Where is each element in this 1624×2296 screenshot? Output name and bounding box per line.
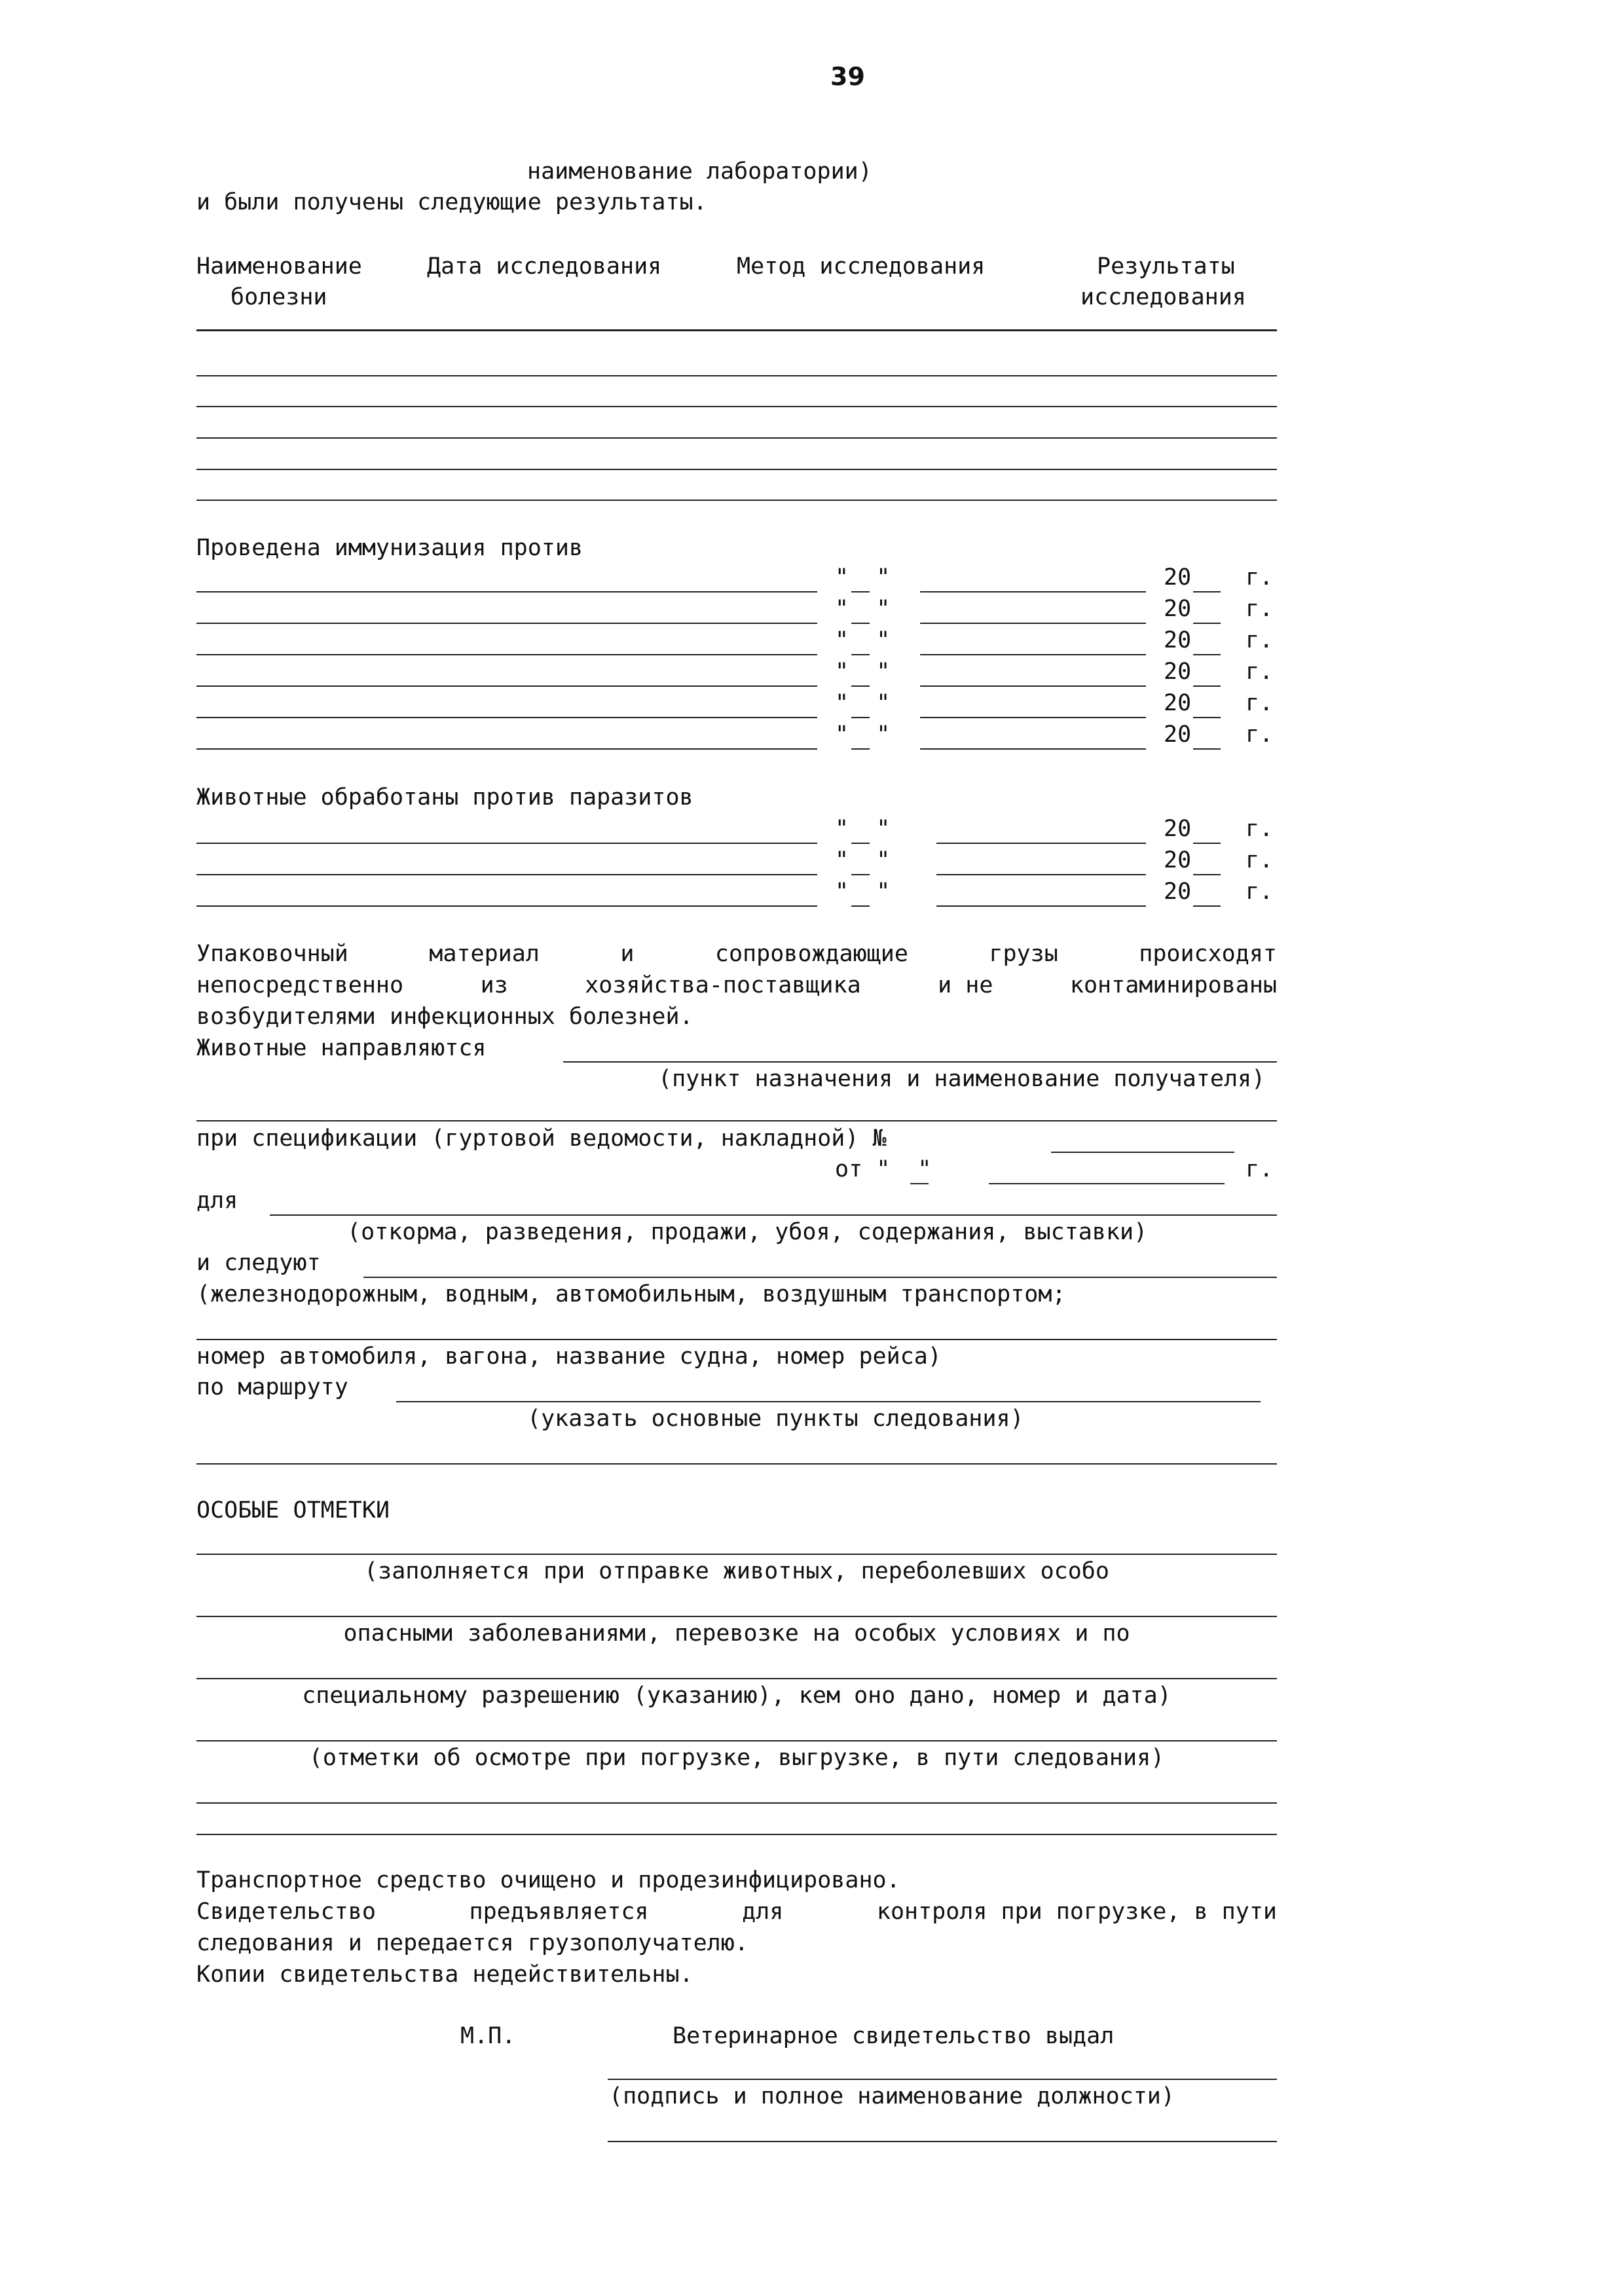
packaging-word: хозяйства-поставщика bbox=[585, 972, 861, 998]
table-header-disease: Наименование bbox=[196, 253, 362, 280]
immunization-year-suffix: г. bbox=[1246, 721, 1274, 748]
parasites-agent-line[interactable] bbox=[196, 874, 817, 875]
issued-by-label: Ветеринарное свидетельство выдал bbox=[673, 2023, 1115, 2049]
transport-vehicle-line[interactable] bbox=[196, 1339, 1277, 1340]
parasites-date-quote: " " bbox=[835, 847, 891, 873]
closing-word: Свидетельство bbox=[196, 1899, 376, 1925]
packaging-word: и не bbox=[938, 972, 993, 998]
immunization-month-line[interactable] bbox=[920, 748, 1146, 750]
parasites-year-suffix: г. bbox=[1246, 847, 1274, 873]
transport-caption-2: номер автомобиля, вагона, название судна, номер рейса) bbox=[196, 1343, 942, 1370]
special-marks-line[interactable] bbox=[196, 1834, 1277, 1835]
special-marks-line[interactable] bbox=[196, 1678, 1277, 1679]
immunization-date-quote: " " bbox=[835, 564, 891, 591]
destination-line[interactable] bbox=[563, 1061, 1277, 1063]
parasites-month-line[interactable] bbox=[936, 843, 1146, 844]
closing-word: контроля при погрузке, в пути bbox=[876, 1899, 1277, 1925]
table-row-line[interactable] bbox=[196, 469, 1277, 470]
immunization-year-prefix: 20 bbox=[1164, 596, 1192, 622]
parasites-date-quote: " " bbox=[835, 816, 891, 842]
table-row-line[interactable] bbox=[196, 375, 1277, 376]
results-intro: и были получены следующие результаты. bbox=[196, 189, 707, 215]
parasites-agent-line[interactable] bbox=[196, 905, 817, 907]
parasites-day-line[interactable] bbox=[851, 843, 870, 844]
purpose-line[interactable] bbox=[270, 1214, 1277, 1216]
immunization-year-line[interactable] bbox=[1193, 717, 1221, 718]
table-header-method: Метод исследования bbox=[737, 253, 986, 280]
transport-caption-1: (железнодорожным, водным, автомобильным, воздушным транспортом; bbox=[196, 1281, 1066, 1307]
immunization-disease-line[interactable] bbox=[196, 591, 817, 592]
route-line[interactable] bbox=[396, 1401, 1261, 1402]
parasites-day-line[interactable] bbox=[851, 905, 870, 907]
signature-caption: (подпись и полное наименование должности) bbox=[609, 2083, 1175, 2109]
specification-date-line[interactable] bbox=[989, 1183, 1225, 1184]
purpose-caption: (откорма, разведения, продажи, убоя, содержания, выставки) bbox=[347, 1219, 1148, 1245]
immunization-date-quote: " " bbox=[835, 690, 891, 716]
immunization-day-line[interactable] bbox=[851, 748, 870, 750]
table-header-rule bbox=[196, 329, 1277, 331]
immunization-disease-line[interactable] bbox=[196, 654, 817, 655]
immunization-month-line[interactable] bbox=[920, 623, 1146, 624]
destination-label: Животные направляются bbox=[196, 1035, 487, 1061]
packaging-word: материал bbox=[429, 941, 540, 967]
immunization-day-line[interactable] bbox=[851, 717, 870, 718]
special-marks-caption-3: специальному разрешению (указанию), кем оно дано, номер и дата) bbox=[302, 1683, 1172, 1709]
closing-word: для bbox=[742, 1899, 784, 1925]
immunization-disease-line[interactable] bbox=[196, 623, 817, 624]
immunization-day-line[interactable] bbox=[851, 591, 870, 592]
table-header-results: Результаты bbox=[1097, 253, 1235, 280]
parasites-month-line[interactable] bbox=[936, 905, 1146, 907]
page-number: 39 bbox=[830, 62, 865, 91]
immunization-year-prefix: 20 bbox=[1164, 721, 1192, 748]
packaging-word: Упаковочный bbox=[196, 941, 348, 967]
specification-label: при спецификации (гуртовой ведомости, накладной) № bbox=[196, 1125, 887, 1152]
stamp-label: М.П. bbox=[460, 2023, 516, 2049]
specification-from: от " " bbox=[835, 1156, 932, 1182]
lab-caption: наименование лаборатории) bbox=[527, 158, 872, 185]
special-marks-line[interactable] bbox=[196, 1616, 1277, 1617]
parasites-agent-line[interactable] bbox=[196, 843, 817, 844]
closing-word: предъявляется bbox=[469, 1899, 649, 1925]
immunization-year-suffix: г. bbox=[1246, 659, 1274, 685]
closing-line-4: Копии свидетельства недействительны. bbox=[196, 1961, 693, 1988]
immunization-day-line[interactable] bbox=[851, 623, 870, 624]
parasites-year-line[interactable] bbox=[1193, 905, 1221, 907]
parasites-year-prefix: 20 bbox=[1164, 816, 1192, 842]
immunization-disease-line[interactable] bbox=[196, 748, 817, 750]
destination-caption: (пункт назначения и наименование получателя) bbox=[658, 1066, 1266, 1092]
immunization-title: Проведена иммунизация против bbox=[196, 535, 583, 561]
purpose-label: для bbox=[196, 1188, 238, 1214]
route-caption: (указать основные пункты следования) bbox=[527, 1406, 1024, 1432]
immunization-month-line[interactable] bbox=[920, 717, 1146, 718]
special-marks-line[interactable] bbox=[196, 1554, 1277, 1555]
immunization-disease-line[interactable] bbox=[196, 685, 817, 687]
specification-day-line[interactable] bbox=[910, 1183, 929, 1184]
closing-line-3: следования и передается грузополучателю. bbox=[196, 1930, 748, 1956]
immunization-year-suffix: г. bbox=[1246, 596, 1274, 622]
parasites-year-line[interactable] bbox=[1193, 874, 1221, 875]
immunization-date-quote: " " bbox=[835, 721, 891, 748]
packaging-word: сопровождающие bbox=[714, 941, 908, 967]
immunization-month-line[interactable] bbox=[920, 685, 1146, 687]
packaging-word: происходят bbox=[1139, 941, 1277, 967]
packaging-line-1 bbox=[196, 939, 1277, 968]
table-row-line[interactable] bbox=[196, 437, 1277, 439]
special-marks-line[interactable] bbox=[196, 1802, 1277, 1804]
specification-year-suffix: г. bbox=[1246, 1156, 1274, 1182]
immunization-date-quote: " " bbox=[835, 596, 891, 622]
table-row-line[interactable] bbox=[196, 500, 1277, 501]
parasites-year-suffix: г. bbox=[1246, 816, 1274, 842]
immunization-date-quote: " " bbox=[835, 659, 891, 685]
immunization-year-prefix: 20 bbox=[1164, 690, 1192, 716]
immunization-year-suffix: г. bbox=[1246, 627, 1274, 653]
closing-line-2 bbox=[196, 1897, 1277, 1926]
immunization-year-prefix: 20 bbox=[1164, 627, 1192, 653]
packaging-word: контаминированы bbox=[1069, 972, 1277, 998]
parasites-title: Животные обработаны против паразитов bbox=[196, 784, 693, 811]
immunization-year-line[interactable] bbox=[1193, 591, 1221, 592]
immunization-year-line[interactable] bbox=[1193, 685, 1221, 687]
table-row-line[interactable] bbox=[196, 406, 1277, 407]
route-label: по маршруту bbox=[196, 1374, 348, 1400]
transport-label: и следуют bbox=[196, 1250, 321, 1276]
special-marks-caption-4: (отметки об осмотре при погрузке, выгрузке, в пути следования) bbox=[308, 1745, 1165, 1771]
special-marks-caption-2: опасными заболеваниями, перевозке на особых условиях и по bbox=[343, 1620, 1130, 1647]
immunization-year-suffix: г. bbox=[1246, 564, 1274, 591]
immunization-year-suffix: г. bbox=[1246, 690, 1274, 716]
specification-number-line[interactable] bbox=[1051, 1152, 1234, 1153]
special-marks-line[interactable] bbox=[196, 1740, 1277, 1741]
immunization-year-line[interactable] bbox=[1193, 623, 1221, 624]
immunization-day-line[interactable] bbox=[851, 685, 870, 687]
packaging-word: непосредственно bbox=[196, 972, 404, 998]
packaging-word: грузы bbox=[989, 941, 1058, 967]
immunization-disease-line[interactable] bbox=[196, 717, 817, 718]
immunization-year-line[interactable] bbox=[1193, 748, 1221, 750]
packaging-word: из bbox=[480, 972, 508, 998]
table-header-date: Дата исследования bbox=[427, 253, 662, 280]
immunization-month-line[interactable] bbox=[920, 591, 1146, 592]
parasites-month-line[interactable] bbox=[936, 874, 1146, 875]
closing-line-1: Транспортное средство очищено и продезинфицировано. bbox=[196, 1867, 900, 1893]
parasites-year-prefix: 20 bbox=[1164, 847, 1192, 873]
position-line[interactable] bbox=[608, 2141, 1277, 2142]
table-header-results-line2: исследования bbox=[1080, 284, 1246, 310]
packaging-line-2 bbox=[196, 971, 1277, 1000]
table-header-disease-line2: болезни bbox=[231, 284, 327, 310]
packaging-line-3: возбудителями инфекционных болезней. bbox=[196, 1004, 693, 1030]
special-marks-caption-1: (заполняется при отправке животных, переболевших особо bbox=[364, 1558, 1109, 1584]
special-marks-title: ОСОБЫЕ ОТМЕТКИ bbox=[196, 1497, 390, 1523]
signature-line[interactable] bbox=[608, 2079, 1277, 2080]
packaging-word: и bbox=[620, 941, 635, 967]
parasites-day-line[interactable] bbox=[851, 874, 870, 875]
destination-line-2[interactable] bbox=[196, 1120, 1277, 1121]
parasites-date-quote: " " bbox=[835, 879, 891, 905]
immunization-year-prefix: 20 bbox=[1164, 564, 1192, 591]
immunization-year-prefix: 20 bbox=[1164, 659, 1192, 685]
parasites-year-line[interactable] bbox=[1193, 843, 1221, 844]
transport-line[interactable] bbox=[363, 1277, 1277, 1278]
immunization-date-quote: " " bbox=[835, 627, 891, 653]
route-line-2[interactable] bbox=[196, 1463, 1277, 1465]
parasites-year-prefix: 20 bbox=[1164, 879, 1192, 905]
parasites-year-suffix: г. bbox=[1246, 879, 1274, 905]
immunization-year-line[interactable] bbox=[1193, 654, 1221, 655]
immunization-month-line[interactable] bbox=[920, 654, 1146, 655]
immunization-day-line[interactable] bbox=[851, 654, 870, 655]
